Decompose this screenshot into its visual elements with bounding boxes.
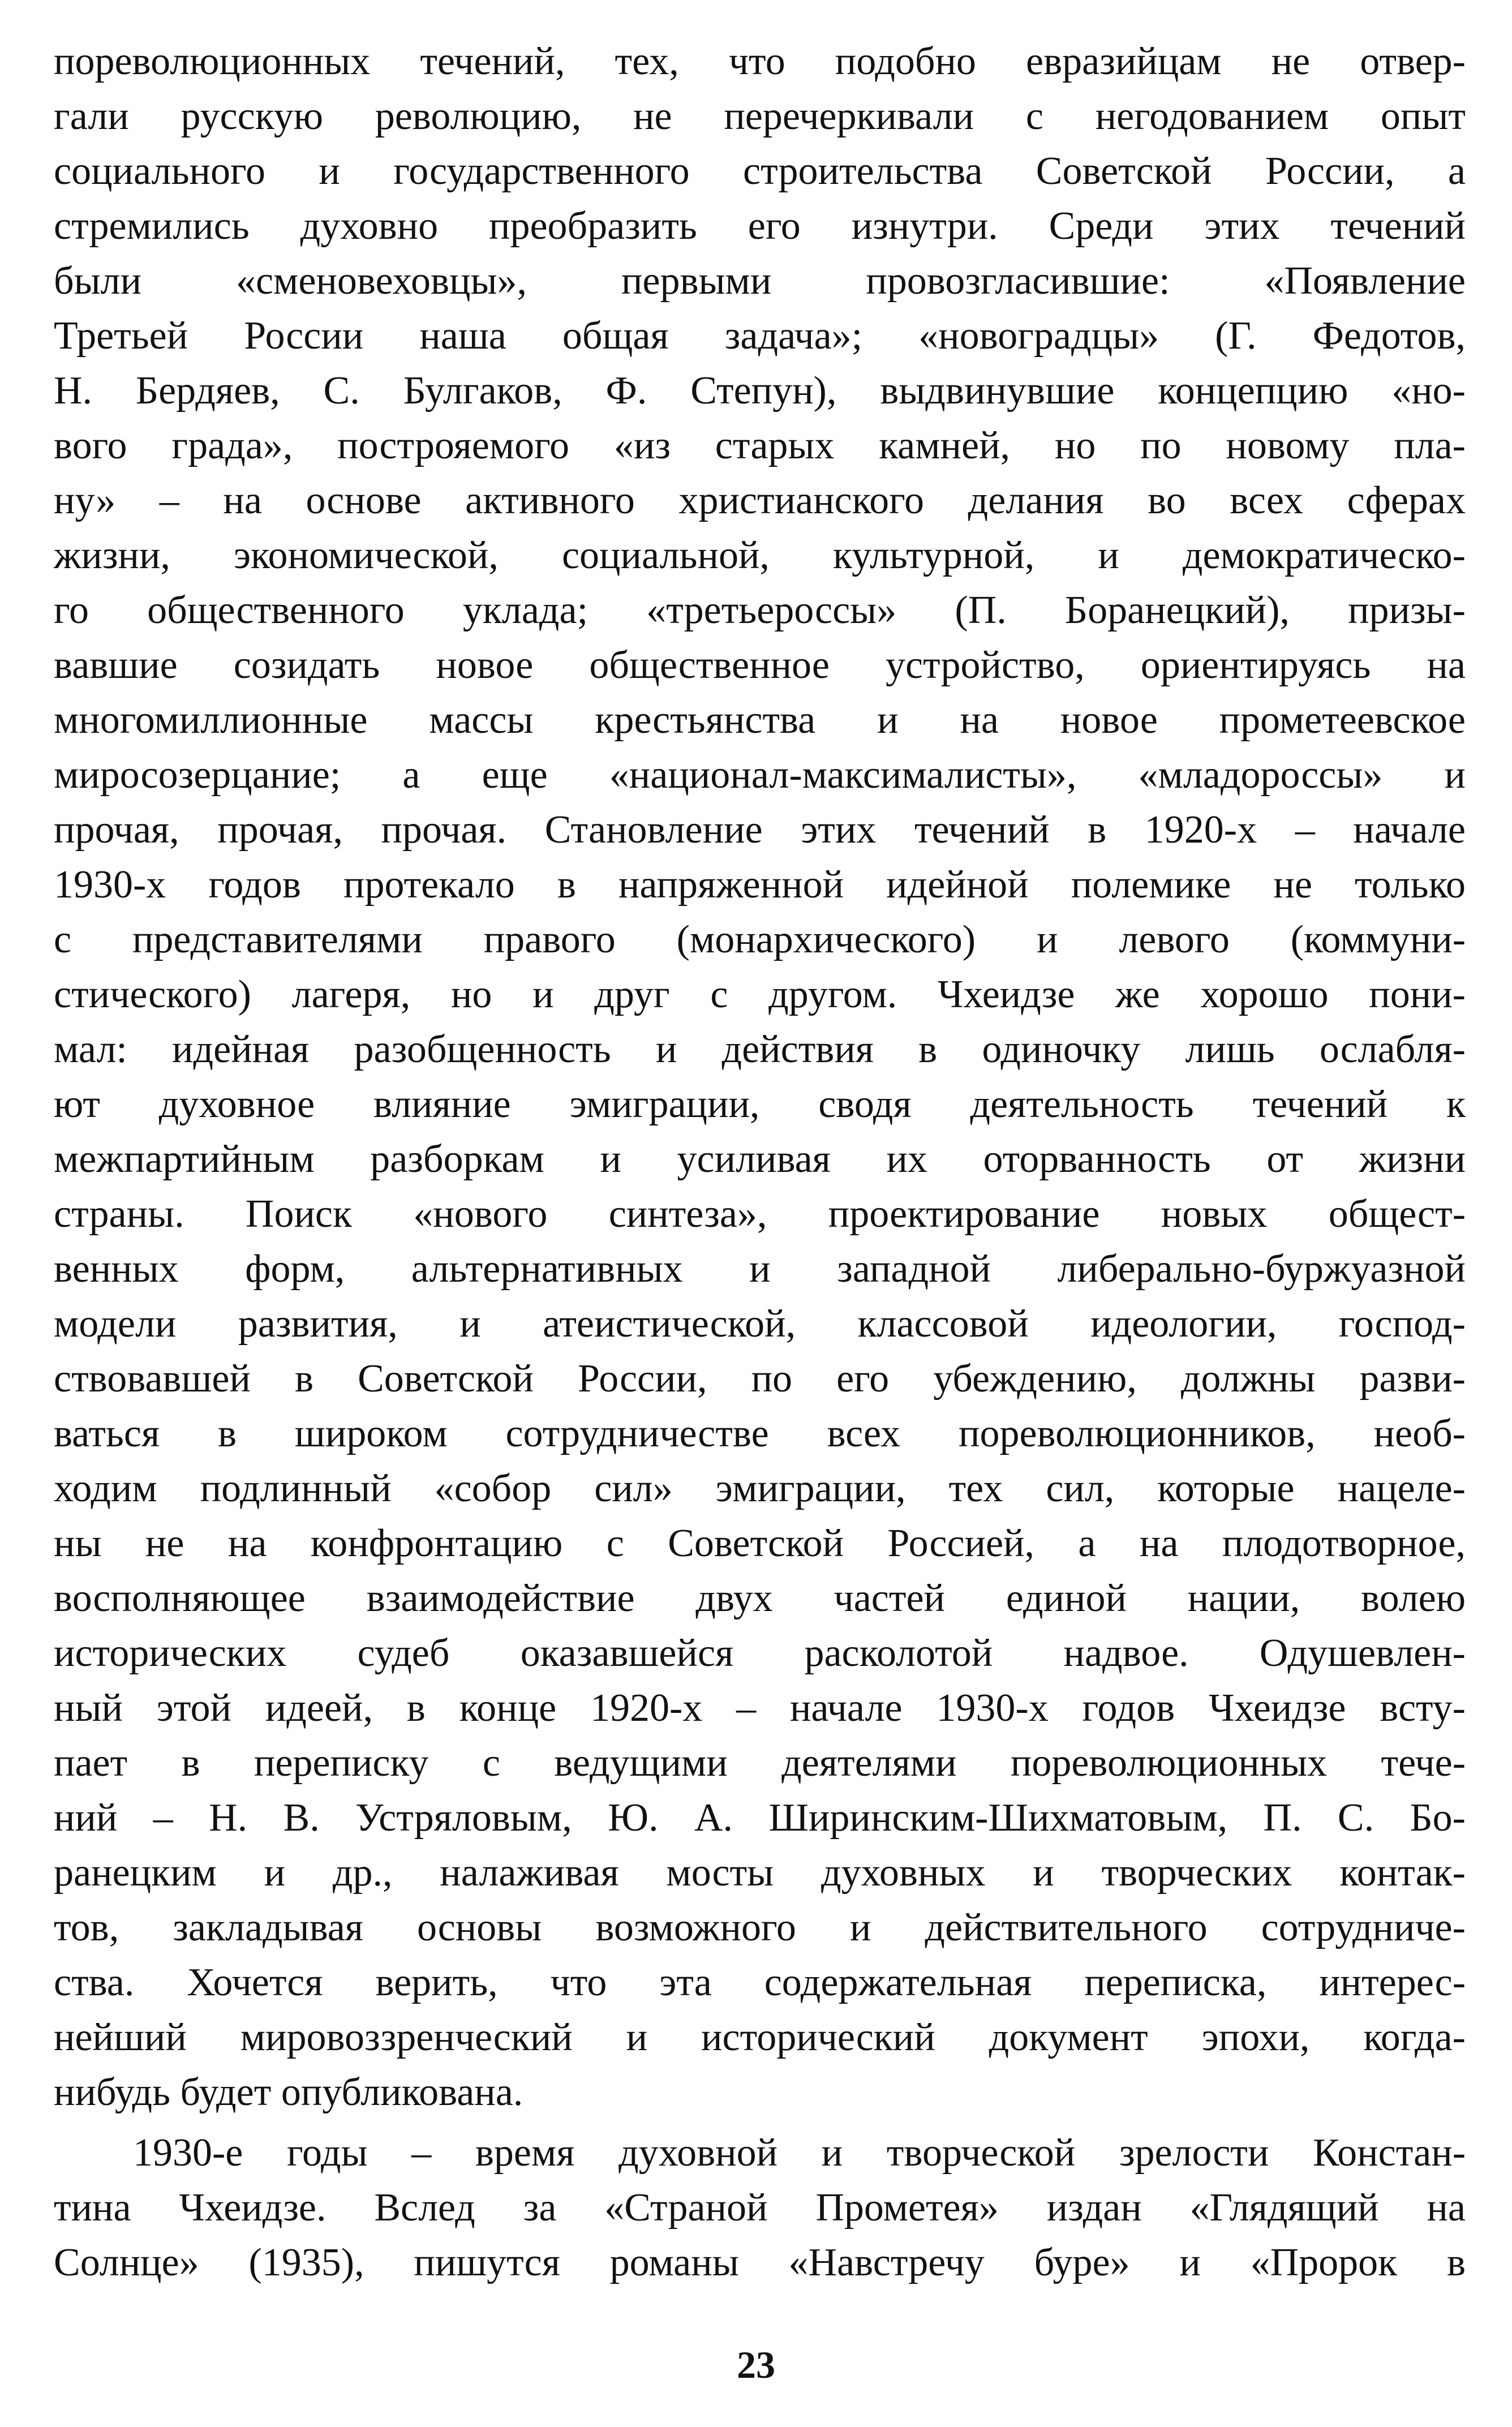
text-line: ну» – на основе активного христианского делания во всех сферах — [54, 479, 1466, 522]
text-line: гали русскую революцию, не перечеркивали с негодованием опыт — [54, 94, 1466, 138]
text-line: жизни, экономической, социальной, культурной, и демократическо- — [54, 534, 1466, 577]
text-line: венных форм, альтернативных и западной либерально-буржуазной — [54, 1247, 1466, 1291]
text-line: социального и государственного строительства Советской России, а — [54, 149, 1466, 193]
text-line: вавшие созидать новое общественное устройство, ориентируясь на — [54, 643, 1466, 687]
text-line: ства. Хочется верить, что эта содержательная переписка, интерес- — [54, 1961, 1466, 2004]
text-line: восполняющее взаимодействие двух частей единой нации, волею — [54, 1577, 1466, 1620]
text-line: тина Чхеидзе. Вслед за «Страной Прометея» издан «Глядящий на — [54, 2186, 1466, 2230]
page-body — [54, 34, 1466, 2290]
text-line: вого града», построяемого «из старых камней, но по новому пла- — [54, 424, 1466, 467]
paragraph-1 — [54, 34, 1466, 2120]
text-line: ют духовное влияние эмиграции, сводя деятельность течений к — [54, 1083, 1466, 1126]
text-line: многомиллионные массы крестьянства и на новое прометеевское — [54, 698, 1466, 742]
text-line: пает в переписку с ведущими деятелями пореволюционных тече- — [54, 1741, 1466, 1785]
text-line: прочая, прочая, прочая. Становление этих течений в 1920-х – начале — [54, 808, 1466, 852]
text-line: ний – Н. В. Устряловым, Ю. А. Ширинским-Шихматовым, П. С. Бо- — [54, 1796, 1466, 1840]
text-line: миросозерцание; а еще «национал-максималисты», «младороссы» и — [54, 753, 1466, 797]
text-line: 1930-е годы – время духовной и творческой зрелости Констан- — [133, 2131, 1466, 2175]
paragraph-2 — [54, 2125, 1466, 2290]
text-line: были «сменовеховцы», первыми провозгласившие: «Появление — [54, 259, 1466, 303]
text-line: стического) лагеря, но и друг с другом. Чхеидзе же хорошо пони- — [54, 973, 1466, 1016]
page-number: 23 — [737, 2343, 775, 2386]
text-line: ранецким и др., налаживая мосты духовных и творческих контак- — [54, 1851, 1466, 1895]
text-line: ствовавшей в Советской России, по его убеждению, должны разви- — [54, 1357, 1466, 1401]
text-line: межпартийным разборкам и усиливая их оторванность от жизни — [54, 1137, 1466, 1181]
text-line: страны. Поиск «нового синтеза», проектирование новых общест- — [54, 1192, 1466, 1236]
text-line: модели развития, и атеистической, классовой идеологии, господ- — [54, 1302, 1466, 1346]
text-line: исторических судеб оказавшейся расколотой надвое. Одушевлен- — [54, 1631, 1466, 1675]
text-line: ный этой идеей, в конце 1920-х – начале 1930-х годов Чхеидзе всту- — [54, 1686, 1466, 1730]
text-line: ваться в широком сотрудничестве всех пореволюционников, необ- — [54, 1412, 1466, 1455]
text-line: Н. Бердяев, С. Булгаков, Ф. Степун), выдвинувшие концепцию «но- — [54, 369, 1466, 413]
text-line: 1930-х годов протекало в напряженной идейной полемике не только — [54, 863, 1466, 907]
text-line: ны не на конфронтацию с Советской Россией, а на плодотворное, — [54, 1522, 1466, 1565]
text-line: тов, закладывая основы возможного и действительного сотрудниче- — [54, 1906, 1466, 1949]
text-line: го общественного уклада; «третьероссы» (П. Боранецкий), призы- — [54, 589, 1466, 632]
text-line: нибудь будет опубликована. — [54, 2071, 523, 2114]
text-line: нейший мировоззренческий и исторический документ эпохи, когда- — [54, 2016, 1466, 2059]
text-line: Солнце» (1935), пишутся романы «Навстречу буре» и «Пророк в — [54, 2241, 1466, 2284]
text-line: пореволюционных течений, тех, что подобно евразийцам не отвер- — [54, 40, 1466, 83]
text-line: стремились духовно преобразить его изнутри. Среди этих течений — [54, 204, 1466, 248]
text-line: с представителями правого (монархического) и левого (коммуни- — [54, 918, 1466, 961]
text-line: ходим подлинный «собор сил» эмиграции, тех сил, которые нацеле- — [54, 1467, 1466, 1510]
text-line: мал: идейная разобщенность и действия в одиночку лишь ослабля- — [54, 1028, 1466, 1071]
text-line: Третьей России наша общая задача»; «новоградцы» (Г. Федотов, — [54, 314, 1466, 358]
